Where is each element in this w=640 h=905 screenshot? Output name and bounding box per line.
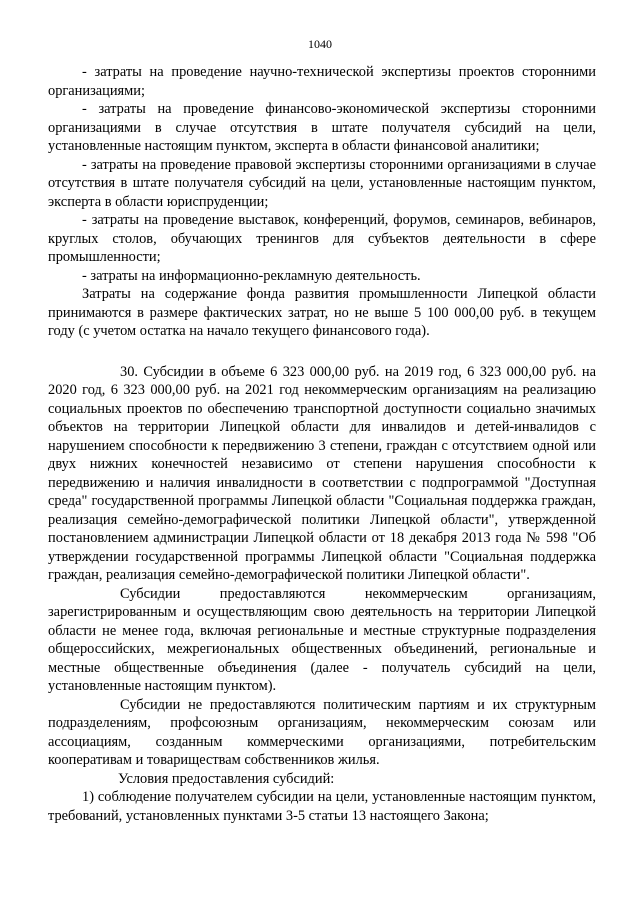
paragraph-condition-1: 1) соблюдение получателем субсидии на цели, установленные настоящим пунктом, требований, установленных пунктами 3-5 статьи 13 настоящего Закона; <box>48 789 596 824</box>
paragraph-eligible-organizations: Субсидии предоставляются некоммерческим организациям, зарегистрированным и осуществляющим свою деятельность на территории Липецкой области не менее года, включая региональные и местные структурные подразделения общероссийских, межрегиональных общественных объединений, региональные и местные общественные объединения (далее - получатель субсидий на цели, установленные настоящим пунктом). <box>48 585 596 694</box>
document-body <box>48 63 596 825</box>
paragraph-excluded-organizations: Субсидии не предоставляются политическим партиям и их структурным подразделениям, профсоюзным организациям, некоммерческим союзам или ассоциациям, созданным коммерческими организациями, потребительским кооперативам и товариществам собственников жилья. <box>48 696 596 768</box>
paragraph-advertising: - затраты на информационно-рекламную деятельность. <box>82 267 421 284</box>
paragraph-expertise-scientific: - затраты на проведение научно-технической экспертизы проектов сторонними организациями; <box>48 64 596 99</box>
paragraph-item-30: 30. Субсидии в объеме 6 323 000,00 руб. на 2019 год, 6 323 000,00 руб. на 2020 год, 6 323 000,00 руб. на 2021 год некоммерческим организациям на реализацию социальных проектов по обеспечению транспортной доступности социально значимых объектов на территории Липецкой области для инвалидов и детей-инвалидов с нарушением способности к передвижению 3 степени, граждан с отсутствием одной или двух нижних конечностей независимо от степени нарушения способности к передвижению и наличия инвалидности в соответствии с подпрограммой "Доступная среда" государственной программы Липецкой области "Социальная поддержка граждан, реализация семейно-демографической политики Липецкой области", утвержденной постановлением администрации Липецкой области от 18 декабря 2013 года № 598 "Об утверждении государственной программы Липецкой области "Социальная поддержка граждан, реализация семейно-демографической политики Липецкой области". <box>48 363 596 583</box>
paragraph-expertise-financial: - затраты на проведение финансово-экономической экспертизы сторонними организациями в случае отсутствия в штате получателя субсидий на цели, установленные настоящим пунктом, эксперта в области финансовой аналитики; <box>48 101 596 154</box>
paragraph-gap <box>48 341 596 363</box>
paragraph-fund-costs: Затраты на содержание фонда развития промышленности Липецкой области принимаются в размере фактических затрат, но не выше 5 100 000,00 руб. в текущем году (с учетом остатка на начало текущего финансового года). <box>48 286 596 339</box>
paragraph-events: - затраты на проведение выставок, конференций, форумов, семинаров, вебинаров, круглых столов, обучающих тренингов для субъектов деятельности в сфере промышленности; <box>48 212 596 265</box>
paragraph-conditions-heading: Условия предоставления субсидий: <box>118 770 335 787</box>
paragraph-expertise-legal: - затраты на проведение правовой экспертизы сторонними организациями в случае отсутствия в штате получателя субсидий на цели, установленные настоящим пунктом, эксперта в области юриспруденции; <box>48 156 596 210</box>
page-number: 1040 <box>308 37 332 51</box>
